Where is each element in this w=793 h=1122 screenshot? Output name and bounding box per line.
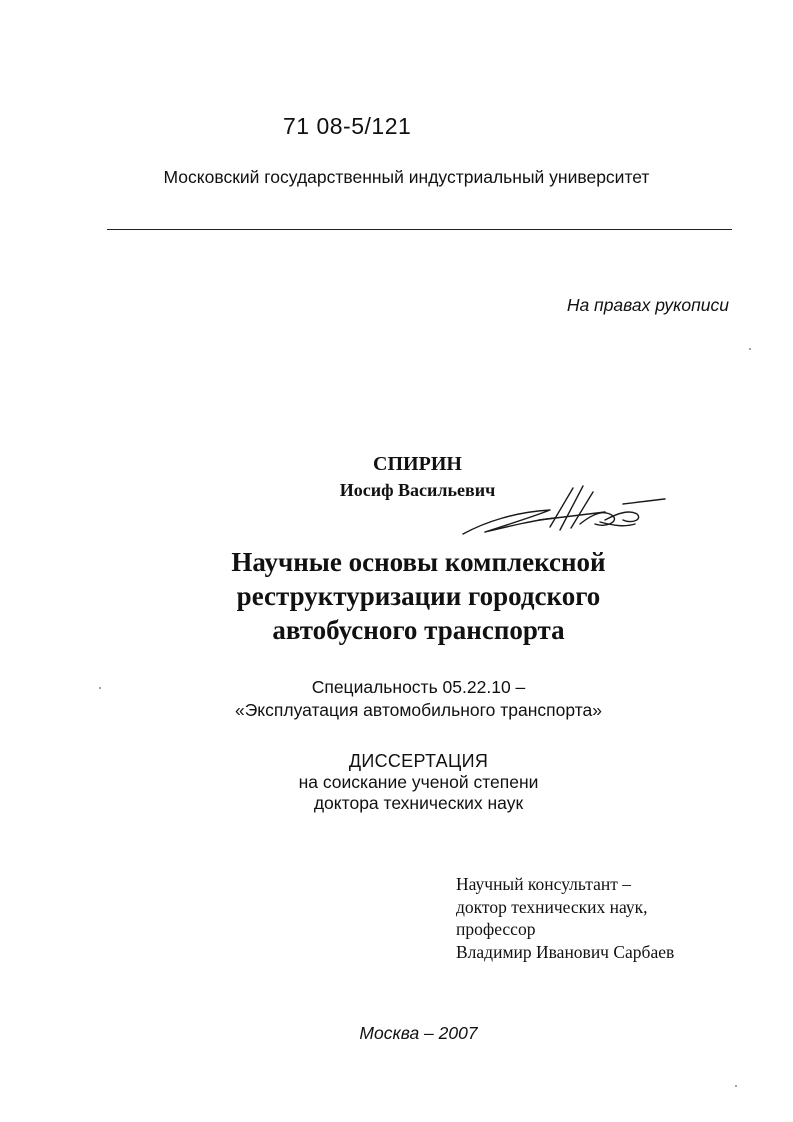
scan-speck: [749, 348, 751, 350]
scan-speck: [99, 687, 101, 689]
consultant-name: Владимир Иванович Сарбаев: [456, 941, 675, 962]
consultant-role: Научный консультант –: [456, 874, 631, 894]
degree-line-2: доктора технических наук: [313, 793, 524, 813]
dissertation-label: ДИССЕРТАЦИЯ: [348, 751, 489, 771]
consultant-block: [456, 873, 674, 963]
handwritten-signature: [455, 482, 670, 544]
manuscript-note: На правах рукописи: [566, 295, 729, 315]
specialty-block: [0, 676, 793, 722]
title-line-1: Научные основы комплексной: [231, 547, 606, 577]
degree-block: [0, 751, 793, 814]
author-given-names: Иосиф Васильевич: [339, 480, 496, 500]
scan-speck: [735, 1085, 737, 1087]
header-divider: [107, 229, 732, 230]
university-name: Московский государственный индустриальный университет: [163, 167, 650, 187]
specialty-code: Специальность 05.22.10 –: [311, 677, 526, 697]
city-year: Москва – 2007: [359, 1023, 478, 1043]
degree-line-1: на соискание ученой степени: [298, 772, 539, 792]
consultant-title: профессор: [456, 919, 536, 939]
dissertation-title: [0, 545, 793, 647]
consultant-degree: доктор технических наук,: [456, 896, 648, 917]
title-line-2: реструктуризации городского: [236, 581, 601, 611]
title-line-3: автобусного транспорта: [272, 615, 565, 645]
author-surname: СПИРИН: [373, 453, 462, 475]
catalog-code: 71 08-5/121: [283, 113, 412, 139]
specialty-name: «Эксплуатация автомобильного транспорта»: [234, 700, 602, 720]
